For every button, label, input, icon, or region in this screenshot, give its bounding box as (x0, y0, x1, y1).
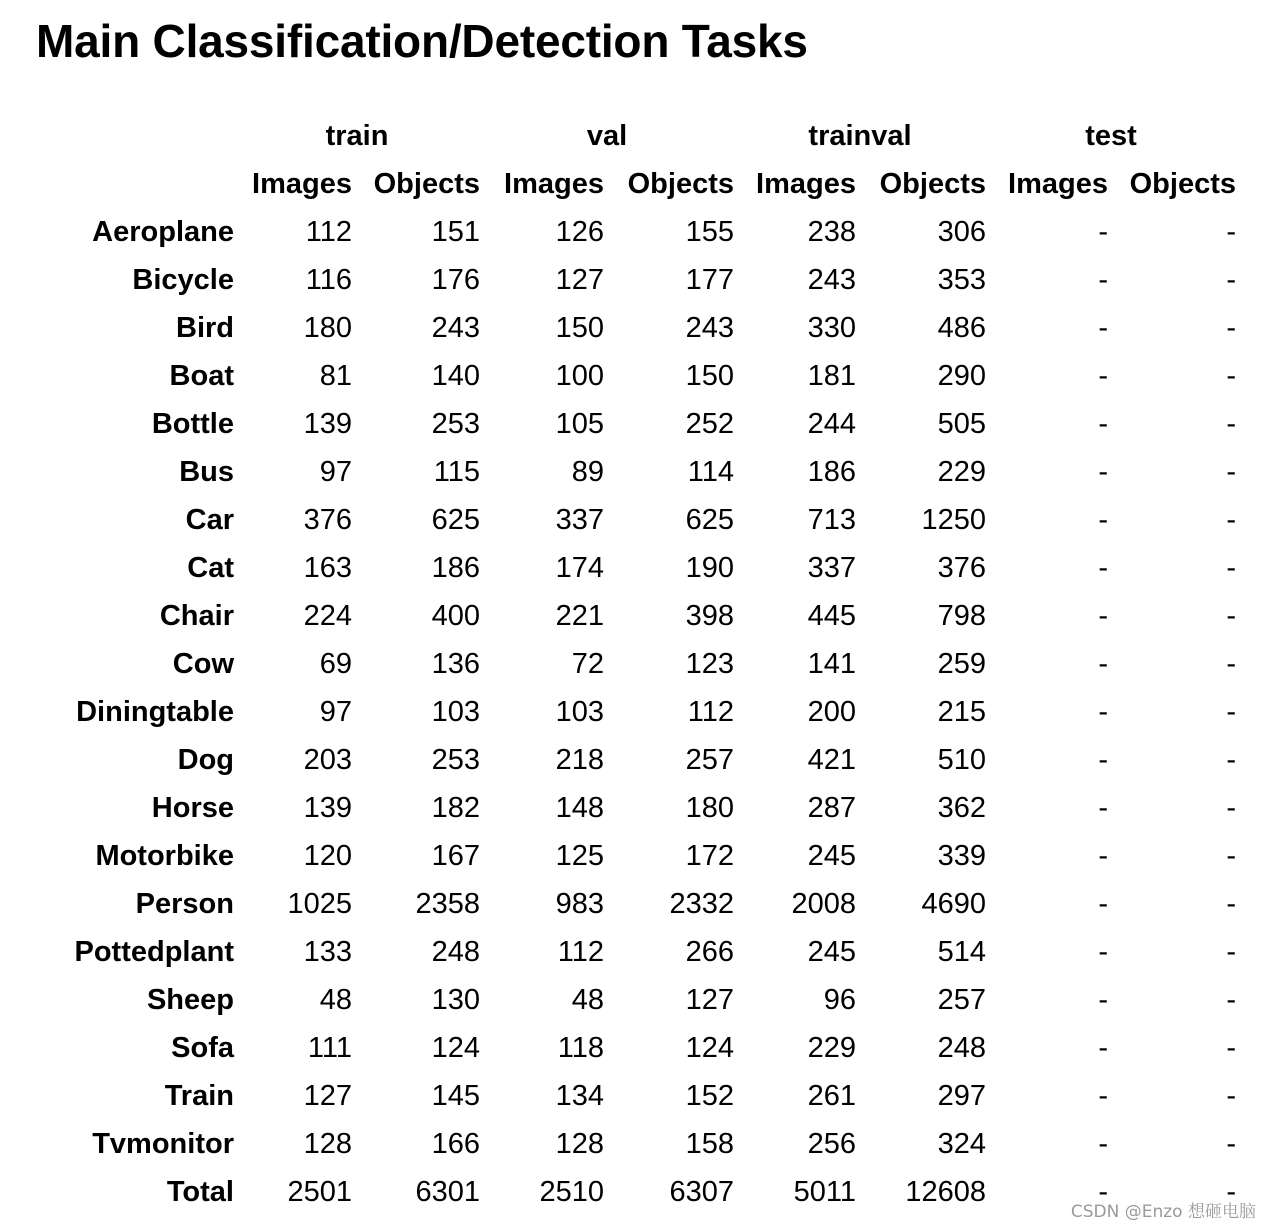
cell-test-images: - (1098, 695, 1108, 728)
row-label: Aeroplane (92, 215, 234, 248)
cell-trainval-images: 2008 (791, 887, 856, 920)
cell-trainval-objects: 306 (937, 215, 986, 248)
cell-val-images: 150 (555, 311, 604, 344)
watermark: CSDN @Enzo 想砸电脑 (1070, 1202, 1256, 1222)
row-label: Chair (159, 599, 234, 632)
sub-header-val-objects: Objects (627, 167, 734, 200)
corner-cell (38, 112, 234, 160)
row-label: Motorbike (95, 839, 234, 872)
row-label: Boat (169, 359, 234, 392)
table-row (38, 304, 1236, 352)
cell-trainval-images: 186 (807, 455, 856, 488)
cell-val-objects: 152 (685, 1079, 734, 1112)
cell-train-images: 224 (303, 599, 352, 632)
cell-val-objects: 123 (685, 647, 734, 680)
cell-test-objects: - (1226, 1031, 1236, 1064)
cell-test-objects: - (1226, 311, 1236, 344)
cell-train-images: 69 (319, 647, 352, 680)
cell-train-images: 127 (303, 1079, 352, 1112)
cell-test-images: - (1098, 455, 1108, 488)
cell-trainval-images: 287 (807, 791, 856, 824)
cell-trainval-images: 96 (823, 983, 856, 1016)
cell-train-images: 376 (303, 503, 352, 536)
cell-train-images: 133 (303, 935, 352, 968)
cell-test-objects: - (1226, 1175, 1236, 1208)
cell-train-images: 139 (303, 407, 352, 440)
cell-trainval-objects: 798 (937, 599, 986, 632)
table-row (38, 1168, 1236, 1216)
cell-train-images: 180 (303, 311, 352, 344)
cell-train-images: 97 (319, 455, 352, 488)
cell-val-images: 48 (571, 983, 604, 1016)
sub-header-trainval-objects: Objects (879, 167, 986, 200)
cell-test-objects: - (1226, 407, 1236, 440)
table-row (38, 448, 1236, 496)
cell-test-objects: - (1226, 359, 1236, 392)
cell-train-images: 112 (305, 215, 352, 248)
cell-test-images: - (1098, 1031, 1108, 1064)
table-row (38, 256, 1236, 304)
cell-train-objects: 103 (431, 695, 480, 728)
cell-trainval-objects: 290 (937, 359, 986, 392)
cell-trainval-objects: 514 (937, 935, 986, 968)
cell-test-images: - (1098, 215, 1108, 248)
cell-test-objects: - (1226, 455, 1236, 488)
cell-test-images: - (1098, 503, 1108, 536)
cell-val-objects: 257 (685, 743, 734, 776)
cell-train-objects: 115 (433, 455, 480, 488)
cell-val-images: 103 (555, 695, 604, 728)
cell-val-images: 126 (555, 215, 604, 248)
cell-trainval-objects: 248 (937, 1031, 986, 1064)
cell-trainval-objects: 4690 (921, 887, 986, 920)
table-row (38, 544, 1236, 592)
cell-test-images: - (1098, 887, 1108, 920)
cell-test-images: - (1098, 839, 1108, 872)
row-label: Bus (179, 455, 234, 488)
cell-train-images: 128 (303, 1127, 352, 1160)
cell-train-objects: 182 (431, 791, 480, 824)
cell-trainval-images: 229 (807, 1031, 856, 1064)
cell-train-objects: 145 (431, 1079, 480, 1112)
table-row (38, 976, 1236, 1024)
cell-test-images: - (1098, 407, 1108, 440)
sub-header-test-objects: Objects (1129, 167, 1236, 200)
cell-test-objects: - (1226, 263, 1236, 296)
sub-header-val-images: Images (504, 167, 604, 200)
row-label: Tvmonitor (92, 1127, 234, 1160)
cell-val-objects: 158 (685, 1127, 734, 1160)
cell-train-images: 203 (303, 743, 352, 776)
row-label: Diningtable (76, 695, 234, 728)
cell-train-objects: 136 (431, 647, 480, 680)
table-row (38, 496, 1236, 544)
cell-test-objects: - (1226, 1079, 1236, 1112)
sub-header-test-images: Images (1008, 167, 1108, 200)
sub-header-train-objects: Objects (373, 167, 480, 200)
group-header-val: val (586, 119, 628, 152)
row-label: Sofa (171, 1031, 234, 1064)
page-title: Main Classification/Detection Tasks (36, 15, 808, 67)
table-row (38, 1072, 1236, 1120)
cell-val-images: 148 (555, 791, 604, 824)
cell-trainval-images: 243 (807, 263, 856, 296)
group-header-test: test (1085, 119, 1137, 152)
cell-trainval-objects: 486 (937, 311, 986, 344)
cell-val-objects: 124 (685, 1031, 734, 1064)
cell-train-images: 111 (307, 1031, 352, 1064)
cell-trainval-objects: 257 (937, 983, 986, 1016)
cell-trainval-objects: 505 (937, 407, 986, 440)
cell-trainval-images: 181 (807, 359, 856, 392)
cell-val-images: 127 (555, 263, 604, 296)
cell-test-images: - (1098, 311, 1108, 344)
row-label: Person (135, 887, 234, 920)
row-label: Total (166, 1175, 234, 1208)
cell-trainval-objects: 353 (937, 263, 986, 296)
dataset-stats-table (38, 112, 1236, 1216)
cell-test-images: - (1098, 647, 1108, 680)
cell-train-images: 163 (303, 551, 352, 584)
cell-trainval-images: 141 (807, 647, 856, 680)
cell-test-images: - (1098, 1079, 1108, 1112)
cell-trainval-images: 421 (807, 743, 856, 776)
cell-trainval-objects: 12608 (905, 1175, 986, 1208)
table-row (38, 928, 1236, 976)
cell-train-objects: 253 (431, 743, 480, 776)
table-row (38, 1120, 1236, 1168)
table-row (38, 352, 1236, 400)
cell-trainval-objects: 259 (937, 647, 986, 680)
cell-test-images: - (1098, 791, 1108, 824)
cell-train-objects: 151 (431, 215, 480, 248)
cell-train-objects: 130 (431, 983, 480, 1016)
cell-trainval-images: 330 (807, 311, 856, 344)
cell-val-images: 218 (555, 743, 604, 776)
cell-trainval-images: 337 (807, 551, 856, 584)
table-row (38, 784, 1236, 832)
table-row (38, 400, 1236, 448)
cell-train-images: 2501 (287, 1175, 352, 1208)
cell-test-images: - (1098, 359, 1108, 392)
cell-val-images: 112 (557, 935, 604, 968)
group-header-train: train (325, 119, 389, 152)
cell-test-images: - (1098, 551, 1108, 584)
row-label: Sheep (146, 983, 234, 1016)
cell-test-objects: - (1226, 743, 1236, 776)
cell-val-images: 100 (555, 359, 604, 392)
cell-trainval-objects: 215 (937, 695, 986, 728)
cell-train-objects: 248 (431, 935, 480, 968)
cell-val-images: 72 (571, 647, 604, 680)
cell-val-objects: 252 (685, 407, 734, 440)
cell-trainval-images: 244 (807, 407, 856, 440)
cell-trainval-objects: 229 (937, 455, 986, 488)
cell-train-objects: 176 (431, 263, 480, 296)
cell-val-objects: 398 (685, 599, 734, 632)
cell-train-images: 97 (319, 695, 352, 728)
table-row (38, 640, 1236, 688)
cell-test-objects: - (1226, 215, 1236, 248)
cell-val-objects: 180 (685, 791, 734, 824)
table-row (38, 208, 1236, 256)
cell-test-objects: - (1226, 791, 1236, 824)
cell-train-objects: 625 (431, 503, 480, 536)
cell-test-objects: - (1226, 695, 1236, 728)
cell-train-images: 81 (319, 359, 352, 392)
row-label: Dog (177, 743, 234, 776)
cell-train-images: 1025 (287, 887, 352, 920)
cell-train-images: 116 (305, 263, 352, 296)
cell-val-images: 128 (555, 1127, 604, 1160)
cell-val-objects: 266 (685, 935, 734, 968)
cell-val-objects: 155 (685, 215, 734, 248)
cell-test-objects: - (1226, 503, 1236, 536)
cell-train-objects: 167 (431, 839, 480, 872)
cell-test-objects: - (1226, 599, 1236, 632)
cell-test-images: - (1098, 1175, 1108, 1208)
cell-train-objects: 166 (431, 1127, 480, 1160)
cell-trainval-objects: 1250 (921, 503, 986, 536)
cell-val-objects: 150 (685, 359, 734, 392)
cell-train-objects: 2358 (415, 887, 480, 920)
sub-header-trainval-images: Images (756, 167, 856, 200)
cell-trainval-objects: 510 (937, 743, 986, 776)
cell-val-images: 134 (555, 1079, 604, 1112)
cell-val-objects: 190 (685, 551, 734, 584)
cell-test-objects: - (1226, 1127, 1236, 1160)
cell-val-objects: 177 (685, 263, 734, 296)
row-label: Bicycle (132, 263, 234, 296)
cell-val-images: 337 (555, 503, 604, 536)
table-body (38, 208, 1236, 1216)
cell-val-images: 983 (555, 887, 604, 920)
cell-val-images: 221 (555, 599, 604, 632)
cell-val-images: 89 (571, 455, 604, 488)
cell-trainval-objects: 339 (937, 839, 986, 872)
cell-val-objects: 6307 (669, 1175, 734, 1208)
table-row (38, 592, 1236, 640)
cell-trainval-objects: 376 (937, 551, 986, 584)
corner-cell (38, 160, 234, 208)
cell-train-images: 139 (303, 791, 352, 824)
cell-val-objects: 112 (687, 695, 734, 728)
table-row (38, 1024, 1236, 1072)
table-row (38, 736, 1236, 784)
cell-test-images: - (1098, 983, 1108, 1016)
cell-val-objects: 625 (685, 503, 734, 536)
cell-test-images: - (1098, 1127, 1108, 1160)
cell-val-images: 2510 (539, 1175, 604, 1208)
cell-trainval-images: 200 (807, 695, 856, 728)
row-label: Car (185, 503, 234, 536)
table-row (38, 880, 1236, 928)
cell-trainval-images: 238 (807, 215, 856, 248)
row-label: Pottedplant (74, 935, 234, 968)
table-row (38, 688, 1236, 736)
cell-test-objects: - (1226, 887, 1236, 920)
cell-trainval-images: 713 (807, 503, 856, 536)
cell-trainval-objects: 324 (937, 1127, 986, 1160)
cell-val-objects: 2332 (669, 887, 734, 920)
group-header-trainval: trainval (808, 119, 912, 152)
cell-test-images: - (1098, 599, 1108, 632)
cell-train-images: 48 (319, 983, 352, 1016)
cell-trainval-images: 245 (807, 935, 856, 968)
row-label: Train (164, 1079, 234, 1112)
cell-train-objects: 6301 (415, 1175, 480, 1208)
cell-train-objects: 243 (431, 311, 480, 344)
cell-test-objects: - (1226, 551, 1236, 584)
cell-test-objects: - (1226, 983, 1236, 1016)
cell-trainval-images: 261 (807, 1079, 856, 1112)
cell-trainval-images: 256 (807, 1127, 856, 1160)
cell-test-images: - (1098, 263, 1108, 296)
cell-trainval-images: 5011 (793, 1175, 856, 1208)
row-label: Bottle (151, 407, 234, 440)
cell-test-objects: - (1226, 839, 1236, 872)
row-label: Horse (151, 791, 234, 824)
cell-train-images: 120 (303, 839, 352, 872)
cell-val-objects: 114 (687, 455, 734, 488)
cell-train-objects: 400 (431, 599, 480, 632)
cell-train-objects: 186 (431, 551, 480, 584)
row-label: Bird (176, 311, 234, 344)
cell-trainval-images: 245 (807, 839, 856, 872)
row-label: Cow (172, 647, 234, 680)
cell-val-objects: 243 (685, 311, 734, 344)
cell-test-images: - (1098, 743, 1108, 776)
group-header-row (38, 112, 1236, 160)
cell-val-images: 125 (555, 839, 604, 872)
cell-trainval-images: 445 (807, 599, 856, 632)
cell-test-images: - (1098, 935, 1108, 968)
sub-header-row (38, 160, 1236, 208)
sub-header-train-images: Images (252, 167, 352, 200)
cell-val-images: 118 (557, 1031, 604, 1064)
cell-trainval-objects: 297 (937, 1079, 986, 1112)
cell-test-objects: - (1226, 935, 1236, 968)
cell-val-objects: 127 (685, 983, 734, 1016)
table-row (38, 832, 1236, 880)
cell-val-images: 174 (555, 551, 604, 584)
cell-trainval-objects: 362 (937, 791, 986, 824)
cell-val-objects: 172 (685, 839, 734, 872)
cell-train-objects: 124 (431, 1031, 480, 1064)
row-label: Cat (187, 551, 234, 584)
cell-train-objects: 253 (431, 407, 480, 440)
cell-val-images: 105 (555, 407, 604, 440)
cell-test-objects: - (1226, 647, 1236, 680)
cell-train-objects: 140 (431, 359, 480, 392)
